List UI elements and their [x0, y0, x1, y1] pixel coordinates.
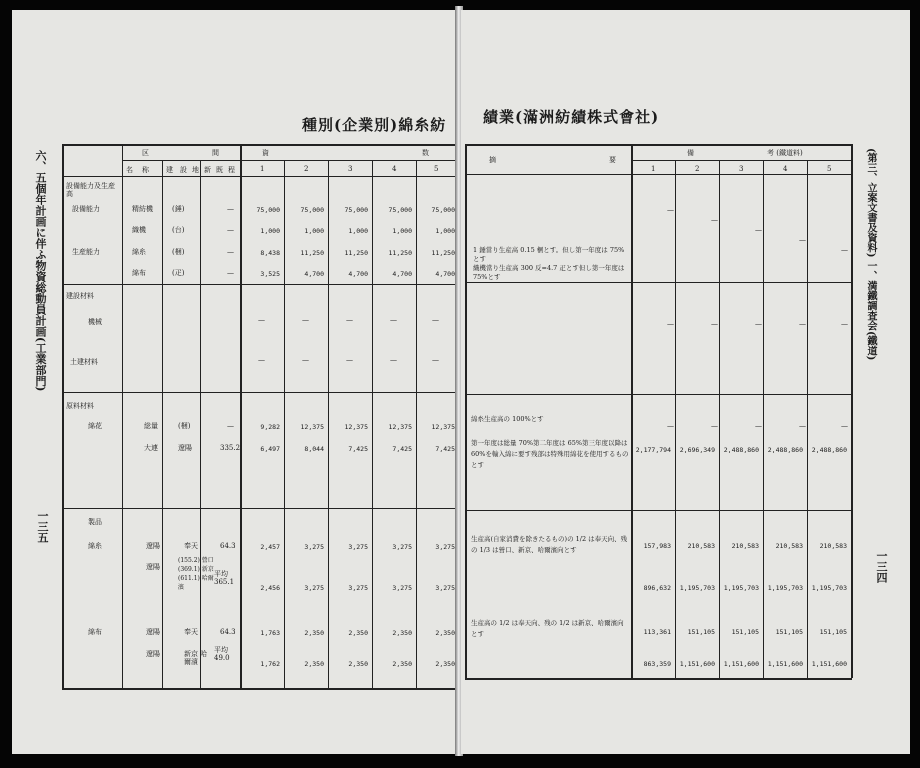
construction-dash: — [711, 320, 718, 328]
cell-value: 75,000 [300, 206, 324, 214]
header-period: 間 [212, 149, 219, 157]
raw-base: — [227, 422, 234, 430]
header-section: 区 [142, 149, 149, 157]
construction-label: 機械 [88, 318, 102, 326]
cell-value: 11,250 [344, 249, 368, 257]
cell-value: 4,700 [304, 270, 324, 278]
row-label: 生産能力 [72, 248, 100, 256]
row-base: — [227, 269, 234, 277]
cell-value: 3,275 [348, 543, 368, 551]
raw-dash: — [841, 422, 848, 430]
cell-value: 75,000 [388, 206, 412, 214]
cell-value: 7,425 [435, 445, 455, 453]
cell-value: 151,105 [775, 628, 803, 636]
left-page [12, 10, 457, 754]
header-sub: 地 [192, 166, 199, 174]
cell-value: 3,275 [435, 584, 455, 592]
cell-value: 1,151,600 [679, 660, 715, 668]
cell-value: 2,488,860 [723, 446, 759, 454]
raw-dash: — [755, 422, 762, 430]
cell-value: 12,375 [300, 423, 324, 431]
right-page [461, 10, 910, 754]
cell-value: 11,250 [388, 249, 412, 257]
raw-dash: — [799, 422, 806, 430]
cell-value: 2,350 [348, 629, 368, 637]
header-year: 4 [783, 165, 788, 173]
row-item: 精紡機 [132, 205, 153, 213]
cell-value: 75,000 [431, 206, 455, 214]
cell-value: 1,000 [392, 227, 412, 235]
cell-value: 2,350 [435, 629, 455, 637]
cell-value: 2,696,349 [679, 446, 715, 454]
cell-value: 3,275 [392, 584, 412, 592]
capacity-dash: — [667, 206, 674, 214]
right-page-title: 績業(滿洲紡績株式會社) [483, 108, 660, 126]
cell-value: 12,375 [344, 423, 368, 431]
cell-value: 3,275 [392, 543, 412, 551]
row-item: 綿布 [132, 269, 146, 277]
header-year: 2 [304, 165, 309, 173]
cell-value: 113,361 [643, 628, 671, 636]
product-label: 綿布 [88, 628, 102, 636]
cell-value: 3,275 [304, 584, 324, 592]
header-sub: 新 [204, 166, 211, 174]
raw-item: 大連 [144, 444, 158, 452]
row-item: 織機 [132, 226, 146, 234]
construction-value: — [390, 356, 397, 364]
cell-value: 2,457 [260, 543, 280, 551]
cell-value: 151,105 [687, 628, 715, 636]
cell-value: 2,488,860 [811, 446, 847, 454]
construction-dash: — [667, 320, 674, 328]
header-year: 5 [434, 165, 439, 173]
raw-heading: 原料材料 [66, 402, 94, 410]
cell-value: 2,350 [435, 660, 455, 668]
cell-value: 1,763 [260, 629, 280, 637]
raw-label: 綿花 [88, 422, 102, 430]
row-unit: (疋) [172, 269, 185, 277]
construction-dash: — [755, 320, 762, 328]
cell-value: 2,350 [304, 629, 324, 637]
cell-value: 2,350 [392, 660, 412, 668]
header-summary: 要 [609, 156, 616, 164]
cell-value: 7,425 [392, 445, 412, 453]
capacity-dash: — [755, 226, 762, 234]
cell-value: 1,000 [260, 227, 280, 235]
cell-value: 3,275 [304, 543, 324, 551]
cell-value: 151,105 [819, 628, 847, 636]
cell-value: 1,151,600 [811, 660, 847, 668]
cell-value: 2,177,794 [635, 446, 671, 454]
product-from: 遼陽 [146, 542, 160, 550]
capacity-heading: 設備能力及生産高 [66, 182, 115, 198]
cell-value: 6,497 [260, 445, 280, 453]
cell-value: 1,000 [348, 227, 368, 235]
cell-value: 1,195,703 [767, 584, 803, 592]
capacity-dash: — [711, 216, 718, 224]
row-base: — [227, 205, 234, 213]
row-base: — [227, 226, 234, 234]
cell-value: 2,350 [348, 660, 368, 668]
product-note: 生産高(自家消費を除きたるもの)の 1/2 は奉天向、残の 1/3 は營口、新京、哈爾濱向とす [471, 535, 628, 554]
header-remark: 考 (鐵道料) [767, 149, 803, 157]
cell-value: 896,632 [643, 584, 671, 592]
raw-dash: — [711, 422, 718, 430]
cell-value: 7,425 [348, 445, 368, 453]
cell-value: 8,044 [304, 445, 324, 453]
left-side-heading: 六、五個年計画に伴ふ物資総動員計画(工業部門) [34, 150, 47, 392]
cell-value: 1,151,600 [767, 660, 803, 668]
construction-value: — [302, 316, 309, 324]
header-sub: 称 [142, 166, 149, 174]
header-sub: 既 [216, 166, 223, 174]
header-summary: 摘 [489, 156, 496, 164]
cell-value: 3,275 [435, 543, 455, 551]
row-label: 設備能力 [72, 205, 100, 213]
cell-value: 157,983 [643, 542, 671, 550]
header-year: 5 [827, 165, 832, 173]
cell-value: 1,195,703 [811, 584, 847, 592]
header-year: 1 [260, 165, 265, 173]
capacity-dash: — [841, 246, 848, 254]
row-unit: (梱) [172, 248, 185, 256]
cell-value: 75,000 [256, 206, 280, 214]
raw-note: 第一年度は総量 70%第二年度は 65%第三年度以降は 60%を輸入綿に要す残部は特殊用綿花を使用するものとす [471, 439, 629, 469]
product-from: 遼陽 [146, 628, 160, 636]
cell-value: 863,359 [643, 660, 671, 668]
header-year: 3 [739, 165, 744, 173]
cell-value: 75,000 [344, 206, 368, 214]
construction-value: — [258, 356, 265, 364]
left-page-title: 種別(企業別)綿糸紡 [302, 116, 447, 134]
cell-value: 9,282 [260, 423, 280, 431]
cell-value: 210,583 [687, 542, 715, 550]
cell-value: 12,375 [388, 423, 412, 431]
cell-value: 210,583 [819, 542, 847, 550]
construction-value: — [432, 356, 439, 364]
right-page-number: 一三四 [875, 550, 888, 583]
construction-value: — [346, 356, 353, 364]
construction-dash: — [799, 320, 806, 328]
construction-value: — [258, 316, 265, 324]
product-label: 綿糸 [88, 542, 102, 550]
construction-value: — [390, 316, 397, 324]
header-sub: 名 [126, 166, 133, 174]
cell-value: 1,000 [435, 227, 455, 235]
construction-value: — [302, 356, 309, 364]
header-remark: 備 [687, 149, 694, 157]
header-qty: 資 [262, 149, 269, 157]
header-sub: 建 [166, 166, 173, 174]
cell-value: 11,250 [300, 249, 324, 257]
cell-value: 2,488,860 [767, 446, 803, 454]
construction-heading: 建設材料 [66, 292, 94, 300]
raw-unit: 遼陽 [178, 444, 192, 452]
cell-value: 8,438 [260, 249, 280, 257]
cell-value: 11,250 [431, 249, 455, 257]
cell-value: 3,525 [260, 270, 280, 278]
cell-value: 1,195,703 [679, 584, 715, 592]
construction-value: — [346, 316, 353, 324]
cell-value: 1,195,703 [723, 584, 759, 592]
left-page-number: 一三五 [36, 510, 49, 543]
product-from: 遼陽 [146, 563, 160, 571]
cell-value: 2,350 [304, 660, 324, 668]
cell-value: 210,583 [731, 542, 759, 550]
header-sub: 程 [228, 166, 235, 174]
cell-value: 1,000 [304, 227, 324, 235]
cell-value: 12,375 [431, 423, 455, 431]
cell-value: 2,456 [260, 584, 280, 592]
product-dist: 64.3 [220, 628, 236, 636]
construction-dash: — [841, 320, 848, 328]
header-sub: 設 [180, 166, 187, 174]
header-count: 数 [422, 149, 429, 157]
cell-value: 3,275 [348, 584, 368, 592]
row-item: 綿糸 [132, 248, 146, 256]
raw-item: 総量 [144, 422, 158, 430]
cell-value: 4,700 [392, 270, 412, 278]
header-year: 1 [651, 165, 656, 173]
product-heading: 製品 [88, 518, 102, 526]
raw-unit: (梱) [178, 422, 191, 430]
product-to: (155.2) 營口 (369.1) 新京 (611.1) 哈爾濱 [178, 557, 214, 591]
raw-note: 綿糸生産高の 100%とす [471, 415, 544, 423]
cell-value: 4,700 [435, 270, 455, 278]
cell-value: 1,151,600 [723, 660, 759, 668]
product-to: 奉天 [184, 628, 198, 636]
cell-value: 151,105 [731, 628, 759, 636]
header-year: 3 [348, 165, 353, 173]
row-unit: (台) [172, 226, 185, 234]
header-year: 4 [392, 165, 397, 173]
product-dist: 平均 49.0 [214, 646, 230, 662]
row-base: — [227, 248, 234, 256]
product-note: 生産高の 1/2 は奉天向、残の 1/2 は新京、哈爾濱向とす [471, 619, 624, 638]
construction-label: 土建材料 [70, 358, 98, 366]
capacity-note: 1 錘當り生産高 0.15 梱とす。但し第一年度は 75%とす 織機當り生産高 300 反=4.7 疋とす但し第一年度は 75%とす [473, 246, 625, 281]
raw-base: 335.2 [220, 444, 241, 452]
capacity-dash: — [799, 236, 806, 244]
product-to: 奉天 [184, 542, 198, 550]
cell-value: 210,583 [775, 542, 803, 550]
product-dist: 平均 365.1 [214, 570, 235, 586]
cell-value: 2,350 [392, 629, 412, 637]
cell-value: 1,762 [260, 660, 280, 668]
product-from: 遼陽 [146, 650, 160, 658]
construction-value: — [432, 316, 439, 324]
header-year: 2 [695, 165, 700, 173]
row-unit: (錘) [172, 205, 185, 213]
product-dist: 64.3 [220, 542, 236, 550]
raw-dash: — [667, 422, 674, 430]
right-side-heading: (第三、立案文書及資料) 一、満鐵調査会(鐵道) [865, 148, 876, 361]
product-to: 新京 哈爾濱 [184, 650, 208, 666]
cell-value: 4,700 [348, 270, 368, 278]
